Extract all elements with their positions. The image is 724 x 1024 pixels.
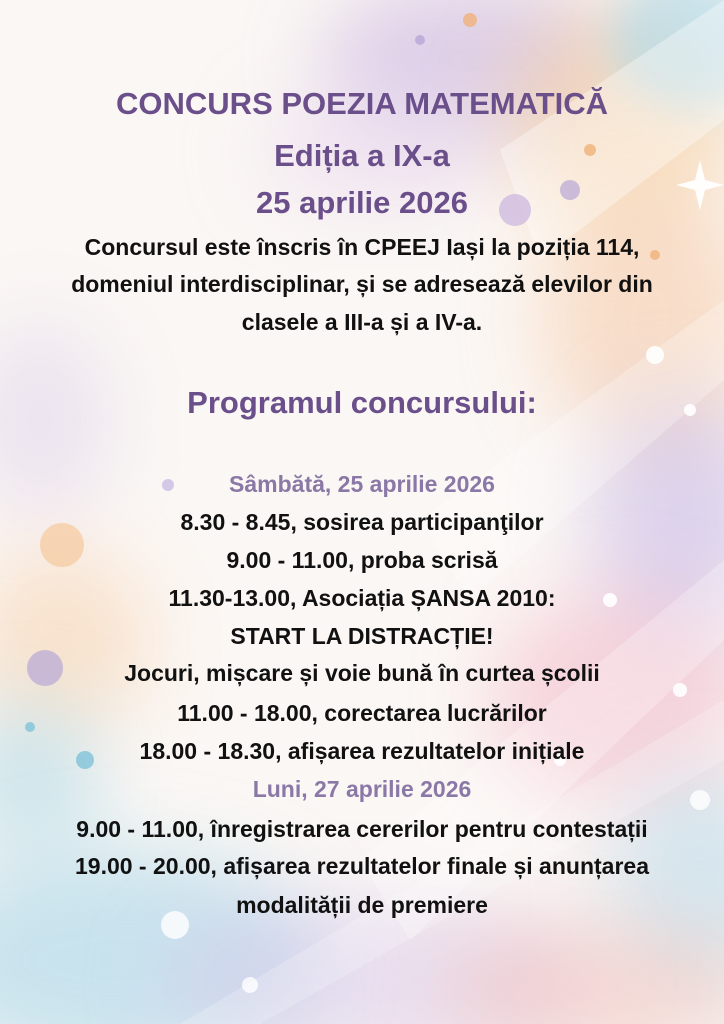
day2-item-final-results: 19.00 - 20.00, afișarea rezultatelor finale și anunțarea [74,853,649,879]
day1-item-games: Jocuri, mișcare și voie bună în curtea școlii [124,660,600,686]
intro-line-2: domeniul interdisciplinar, și se adresează elevilor din [71,271,653,297]
day1-item-association: 11.30-13.00, Asociația ȘANSA 2010: [168,585,556,611]
day2-label: Luni, 27 aprilie 2026 [252,776,472,802]
intro-line-1: Concursul este înscris în CPEEJ Iași la poziția 114, [84,234,640,260]
day1-item-arrival: 8.30 - 8.45, sosirea participanţilor [180,509,544,535]
contest-date: 25 aprilie 2026 [256,185,468,220]
edition-label: Ediția a IX-a [274,138,450,173]
day1-item-initial-results: 18.00 - 18.30, afișarea rezultatelor inițiale [139,738,585,764]
day2-item-appeals: 9.00 - 11.00, înregistrarea cererilor pentru contestații [76,816,648,842]
day1-item-start-fun: START LA DISTRACȚIE! [230,623,494,649]
day1-item-written-test: 9.00 - 11.00, proba scrisă [226,547,498,573]
day2-item-awards: modalității de premiere [236,892,488,918]
program-heading: Programul concursului: [187,385,537,420]
day1-label: Sâmbătă, 25 aprilie 2026 [229,471,495,497]
day1-item-correction: 11.00 - 18.00, corectarea lucrărilor [177,700,547,726]
contest-title: CONCURS POEZIA MATEMATICĂ [116,86,608,121]
intro-line-3: clasele a III-a și a IV-a. [241,309,483,335]
